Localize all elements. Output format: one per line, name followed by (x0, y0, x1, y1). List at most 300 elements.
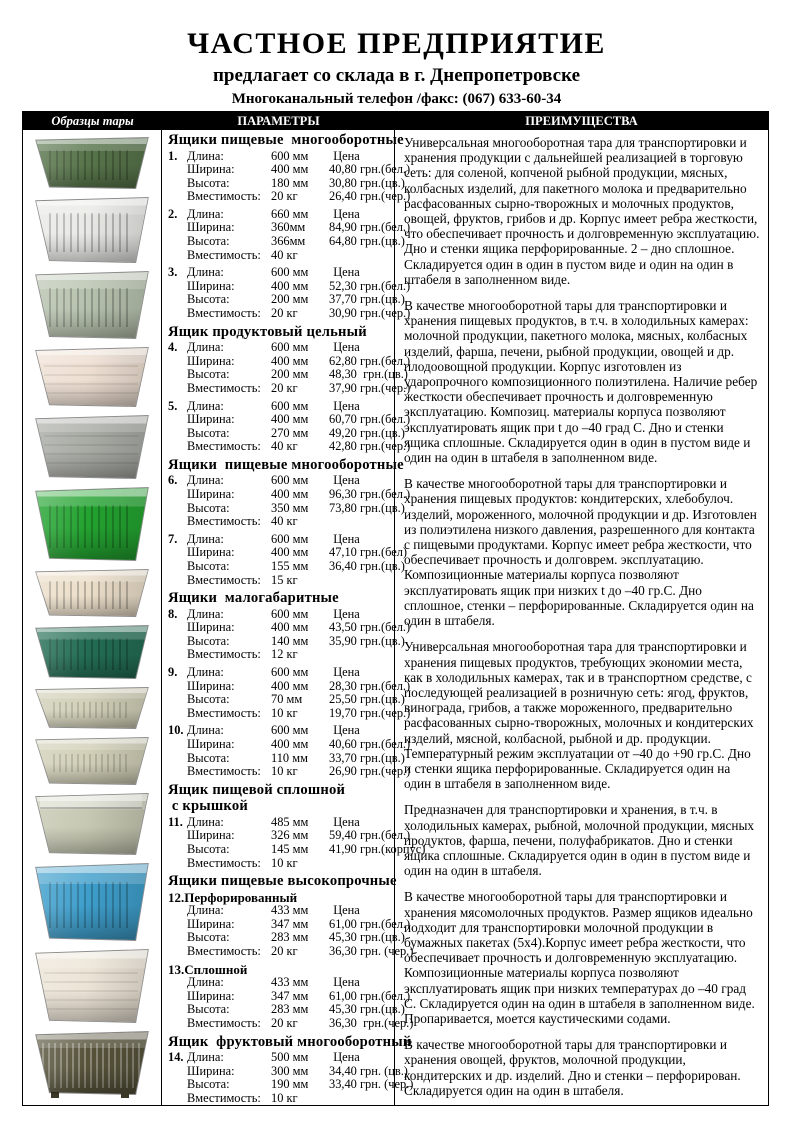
spec-price: 26,90 грн.(чер.) (329, 764, 411, 779)
item-number: 4. (168, 340, 178, 355)
item-number (168, 752, 187, 766)
spec-label: Ширина: (187, 620, 235, 635)
spec-value: 600 мм (271, 606, 309, 621)
spec-row (168, 486, 411, 502)
company-title: ЧАСТНОЕ ПРЕДПРИЯТИЕ (187, 27, 606, 60)
spec-row (168, 692, 405, 707)
item-number (168, 765, 187, 779)
spec-row (168, 904, 390, 918)
spec-row (168, 944, 414, 959)
spec-price: 61,00 грн.(бел.) (329, 988, 411, 1003)
spec-label: Длина: (187, 340, 224, 355)
spec-row (168, 162, 411, 177)
product-item (168, 265, 411, 321)
spec-value: 600 мм (271, 473, 309, 488)
spec-price: Цена (333, 340, 360, 355)
spec-value: 20 кг (271, 1015, 298, 1030)
spec-row (168, 648, 390, 662)
spec-label: Вместимость: (187, 572, 261, 587)
spec-value: 10 кг (271, 705, 298, 720)
crate-green-perforated-low-image (35, 138, 149, 188)
spec-row (168, 249, 390, 263)
spec-row (168, 724, 390, 738)
spec-row (168, 633, 405, 649)
spec-price: 42,80 грн.(чер.) (329, 439, 411, 454)
spec-price: 59,40 грн.(бел.) (329, 828, 411, 843)
spec-value: 40 кг (271, 247, 298, 262)
page-header (0, 0, 793, 108)
spec-price: 62,80 грн.(бел.) (329, 353, 411, 368)
spec-label: Вместимость: (187, 514, 261, 529)
product-item (168, 148, 411, 204)
spec-value: 15 кг (271, 572, 298, 587)
item-number (168, 221, 187, 235)
item-number (168, 621, 187, 635)
spec-value: 600 мм (271, 665, 309, 679)
spec-price: 52,30 грн.(бел.) (329, 278, 411, 293)
crate-cream-solid-tall-image (35, 950, 149, 1022)
section-heading: с крышкой (168, 798, 248, 815)
spec-label: Ширина: (187, 988, 235, 1003)
item-number: 10. (168, 723, 184, 738)
section-heading: Ящик пищевой сплошной (168, 781, 346, 798)
advantage-paragraph: В качестве многооборотной тары для транспортировки и хранения пищевых продуктов, в т.ч. в холодильных камерах: молочной продукции, пакетного молока, мясных, колбасных изделий, фарша, печени, рыбной продукции, овощей и др. плодоовощной продукции. Корпус изготовлен из ударопрочного композиционного полиэтилена. Наличие ребер жесткости обеспечивает прочность и долговременную эксплуатацию. Композиц. материалы корпуса позволяют эксплуатировать ящик при t до –40 град С. Дно и стенки ящика сплошные. Складируется один в один в пустом виде и один на один в штабеля в заполненном виде. (404, 298, 758, 466)
spec-row (168, 292, 405, 307)
spec-price: 19,70 грн.(чер.) (329, 705, 411, 720)
spec-label: Длина: (187, 814, 224, 829)
spec-value: 400 мм (271, 353, 309, 368)
spec-label: Длина: (187, 665, 224, 679)
spec-value: 400 мм (271, 620, 309, 635)
spec-label: Высота: (187, 292, 230, 307)
spec-value: 155 мм (271, 558, 309, 573)
spec-row (168, 400, 390, 414)
column-header-advantages: ПРЕИМУЩЕСТВА (525, 113, 638, 128)
spec-value: 145 мм (271, 841, 309, 856)
item-number (168, 235, 187, 249)
section-heading: Ящики пищевые многооборотные (168, 132, 404, 148)
spec-row (168, 930, 405, 945)
advantage-paragraph: Универсальная многооборотная тара для транспортировки и хранения продукции с дальнейшей реализацией в торговую сеть: для соленой, копченой рыбной продукции, мясных, колбасных изделий, для пакетного молока и предварительно расфасованных сырно-творожных и молочных продуктов, овощей, фруктов, грибов и др. Корпус имеет ребра жесткости, что обеспечивает прочность и долговременную эксплуатацию. Дно и стенки ящика перфорированные. 2 – дно сплошное. Складируется один в один в пустом виде и один на один в штабеля в заполненном виде. (404, 135, 760, 287)
item-number (168, 413, 187, 427)
item-number (168, 502, 187, 516)
spec-label: Вместимость: (187, 764, 261, 779)
product-item (168, 473, 411, 529)
spec-row (168, 678, 411, 694)
spec-row (168, 412, 411, 427)
spec-row (168, 750, 405, 766)
spec-label: Вместимость: (187, 247, 261, 262)
product-item (168, 814, 426, 870)
spec-price (329, 857, 390, 871)
company-subtitle: предлагает со склада в г. Днепропетровске (212, 65, 581, 86)
spec-value: 10 кг (271, 1090, 298, 1105)
crate-cream-solid-image (35, 348, 149, 406)
spec-price: Цена (333, 265, 360, 280)
spec-label: Длина: (187, 531, 224, 546)
item-number (168, 1017, 187, 1031)
spec-price: Цена (333, 531, 360, 546)
spec-price: 45,30 грн.(цв.) (329, 1002, 405, 1017)
spec-row (168, 857, 390, 871)
spec-price: 34,40 грн. (цв.) (329, 1063, 408, 1078)
item-number (168, 945, 187, 959)
spec-label: Ширина: (187, 486, 235, 501)
spec-price: 26,40 грн.(чер.) (329, 189, 411, 204)
spec-value: 200 мм (271, 367, 309, 382)
item-number: 6. (168, 473, 178, 488)
spec-row (168, 500, 405, 516)
column-header-parameters: ПАРАМЕТРЫ (237, 113, 320, 128)
spec-label: Ширина: (187, 1063, 235, 1078)
spec-price: 40,60 грн.(бел.) (329, 736, 411, 751)
spec-row (168, 341, 390, 355)
spec-price: Цена (333, 606, 360, 621)
spec-row (168, 828, 411, 843)
spec-price: Цена (333, 975, 360, 990)
spec-label: Вместимость: (187, 705, 261, 720)
spec-value: 433 мм (271, 903, 309, 918)
spec-label: Длина: (187, 723, 224, 738)
spec-label: Длина: (187, 606, 224, 621)
spec-row (168, 976, 390, 990)
spec-price: 61,00 грн.(бел.) (329, 916, 411, 931)
item-number (168, 680, 187, 694)
section-heading: Ящики пищевые многооборотные (168, 456, 404, 473)
item-subtitle-text: Перфорированный (184, 889, 298, 905)
item-number (168, 648, 187, 662)
spec-label: Высота: (187, 930, 230, 945)
spec-price: 41,90 грн.(корпус) (329, 841, 426, 856)
spec-price (329, 1092, 390, 1105)
section-heading: Ящики пищевые высокопрочные (168, 873, 397, 890)
spec-price: 35,90 грн.(цв.) (329, 633, 405, 648)
spec-price: 37,90 грн.(чер.) (329, 380, 411, 395)
item-number (168, 280, 187, 294)
spec-row (168, 574, 390, 588)
spec-value: 40 кг (271, 439, 298, 454)
spec-label: Высота: (187, 500, 230, 515)
item-number (168, 857, 187, 871)
spec-label: Ширина: (187, 736, 235, 751)
spec-price: 49,20 грн.(цв.) (329, 425, 405, 440)
spec-label: Высота: (187, 692, 230, 707)
item-number (168, 990, 187, 1004)
spec-value: 20 кг (271, 306, 298, 321)
item-number (168, 1065, 187, 1079)
spec-value: 70 мм (271, 692, 303, 707)
item-number (168, 1078, 187, 1092)
parameters-section (168, 323, 411, 454)
spec-value: 400 мм (271, 486, 309, 501)
spec-row (168, 380, 411, 396)
spec-row (168, 278, 411, 294)
spec-label: Вместимость: (187, 647, 261, 662)
spec-label: Длина: (187, 265, 224, 280)
spec-price: Цена (333, 398, 360, 413)
spec-value: 600 мм (271, 265, 309, 280)
spec-value: 400 мм (271, 278, 309, 293)
spec-value: 500 мм (271, 1050, 309, 1065)
spec-label: Вместимость: (187, 306, 261, 321)
product-item (168, 531, 408, 587)
spec-price: Цена (333, 1050, 360, 1065)
parameters-section (168, 132, 411, 321)
spec-row (168, 266, 390, 280)
spec-label: Длина: (187, 398, 224, 413)
item-number (168, 560, 187, 574)
spec-value: 20 кг (271, 380, 298, 395)
product-item (168, 606, 411, 662)
spec-label: Длина: (187, 1050, 224, 1065)
spec-price: Цена (333, 473, 360, 488)
advantages-column (395, 130, 768, 1105)
item-number (168, 427, 187, 441)
spec-price: 43,50 грн.(бел.) (329, 620, 411, 635)
spec-value: 600 мм (271, 148, 309, 163)
spec-price: 30,90 грн.(чер.) (329, 306, 411, 321)
item-number (168, 574, 187, 588)
spec-label: Вместимость: (187, 1015, 261, 1030)
product-item (168, 889, 414, 959)
spec-label: Длина: (187, 148, 224, 163)
spec-value: 400 мм (271, 162, 309, 177)
parameters-section (168, 590, 411, 779)
spec-row (168, 1063, 408, 1079)
section-heading: Ящики малогабаритные (168, 590, 339, 607)
item-subtitle (168, 963, 390, 977)
spec-label: Высота: (187, 750, 230, 765)
crate-teal-perforated-low-image (35, 626, 149, 678)
spec-label: Высота: (187, 1002, 230, 1017)
parameters-section (168, 456, 411, 587)
item-number (168, 440, 187, 454)
spec-row (168, 816, 390, 830)
spec-row (168, 189, 411, 204)
advantage-paragraph: Предназначен для транспортировки и хранения, в т.ч. в холодильных камерах, рыбной, молочной продукции, мясных продуктов, фарша, печени, полуфабрикатов. Дно и стенки ящика сплошные. Складируется один в один в пустом виде и один на один в штабеля. (404, 802, 755, 879)
spec-price: Цена (333, 148, 360, 163)
spec-row (168, 1092, 390, 1105)
spec-value: 433 мм (271, 975, 309, 990)
spec-price: 64,80 грн.(цв.) (329, 234, 405, 249)
item-number (168, 843, 187, 857)
item-number (168, 355, 187, 369)
spec-value: 190 мм (271, 1077, 309, 1092)
spec-row (168, 608, 390, 622)
parameters-section (168, 1033, 414, 1105)
spec-price (329, 515, 390, 529)
item-number (168, 546, 187, 560)
spec-value: 270 мм (271, 425, 309, 440)
spec-row (168, 533, 390, 547)
spec-price: 40,80 грн.(бел.) (329, 162, 411, 177)
advantage-paragraph: В качестве многооборотной тары для транспортировки и хранения овощей, фруктов, молочной продукции, кондитерских и др. изделий. Дно и стенки – перфорирован. Складируется один на один в штабеля. (404, 1037, 741, 1098)
spec-label: Ширина: (187, 353, 235, 368)
item-number (168, 163, 187, 177)
item-subtitle-text: Сплошной (184, 961, 248, 977)
product-item (168, 665, 411, 720)
item-number (168, 904, 187, 918)
crate-fruit-dark-olive-image (35, 1032, 149, 1094)
spec-value: 110 мм (271, 750, 308, 765)
spec-price: 37,70 грн.(цв.) (329, 292, 405, 307)
item-number: 8. (168, 606, 178, 621)
spec-value: 140 мм (271, 633, 309, 648)
spec-price: 73,80 грн.(цв.) (329, 500, 405, 515)
spec-price: 60,70 грн.(бел.) (329, 412, 411, 427)
spec-row (168, 1015, 414, 1031)
spec-value: 10 кг (271, 855, 298, 870)
spec-label: Длина: (187, 206, 224, 221)
spec-price: 25,50 грн.(цв.) (329, 692, 405, 707)
spec-value: 485 мм (271, 814, 309, 829)
section-heading: Ящик продуктовый цельный (168, 323, 367, 340)
crate-blue-perforated-image (35, 864, 149, 940)
spec-value: 600 мм (271, 723, 309, 738)
item-number: 14. (168, 1050, 184, 1065)
spec-value: 350 мм (271, 500, 309, 515)
spec-row (168, 367, 408, 382)
item-number (168, 707, 187, 721)
spec-label: Ширина: (187, 162, 235, 177)
spec-value: 400 мм (271, 412, 309, 427)
item-number (168, 190, 187, 204)
spec-value: 40 кг (271, 514, 298, 529)
spec-label: Вместимость: (187, 1090, 261, 1105)
spec-row (168, 439, 411, 454)
spec-row (168, 705, 411, 721)
phone-line: Многоканальный телефон /факс: (067) 633-60-34 (231, 91, 562, 107)
crate-gray-solid-image (35, 416, 149, 478)
product-item (168, 340, 411, 395)
parameters-section (168, 781, 426, 870)
spec-row (168, 558, 405, 574)
item-number (168, 515, 187, 529)
spec-row (168, 988, 411, 1004)
spec-label: Длина: (187, 473, 224, 488)
tray-olive-flat-2-image (35, 738, 149, 784)
product-item (168, 1050, 414, 1105)
crate-white-perforated-image (35, 198, 149, 262)
spec-label: Высота: (187, 633, 230, 648)
spec-row (168, 208, 390, 222)
spec-label: Ширина: (187, 916, 235, 931)
spec-price: 47,10 грн.(бел) (329, 545, 408, 560)
spec-price: 45,30 грн.(цв.) (329, 930, 405, 945)
spec-price: Цена (333, 814, 360, 829)
product-item (168, 723, 411, 779)
spec-row (168, 425, 405, 441)
spec-row (168, 1077, 414, 1092)
crate-beige-perforated-low-image (35, 570, 149, 616)
item-number (168, 249, 187, 263)
spec-row (168, 1051, 390, 1065)
item-number (168, 931, 187, 945)
advantage-paragraph: В качестве многооборотной тары для транспортировки и хранения мясомолочных продуктов. Размер ящиков идеально подходит для транспортировки молочной продукции в бумажных пакетах (5х4).Корпус имеет ребра жесткости, что обеспечивает прочность и долговременную эксплуатацию. Композиционные материалы корпуса позволяют эксплуатировать ящик при низких температурах до –40 град С. Складируется один на один в штабеля в заполненном виде. Пропаривается, моется каустическими содами. (404, 889, 755, 1026)
product-item (168, 961, 414, 1031)
spec-price: Цена (333, 665, 360, 679)
spec-price: Цена (333, 903, 360, 918)
spec-value: 660 мм (271, 206, 309, 221)
spec-row (168, 736, 411, 752)
spec-value: 400 мм (271, 736, 309, 751)
spec-label: Вместимость: (187, 380, 261, 395)
item-number: 7. (168, 531, 178, 546)
item-number (168, 635, 187, 649)
spec-row (168, 1002, 405, 1017)
spec-value: 200 мм (271, 292, 309, 307)
spec-value: 326 мм (271, 828, 309, 843)
advantage-paragraph: В качестве многооборотной тары для транспортировки и хранения пищевых продуктов: кондитерских, хлебобулоч. изделий, мороженного, молочной продукции и др. Изготовлен из полиэтилена низкого давления, разрешенного для контакта с пищевыми продуктами. Корпус имеет ребра жесткости, что обеспечивает прочность и долговрем. эксплуатацию. Композиционные материалы корпуса позволяют эксплуатировать ящик при низких t до –40 гр.С. Дно сплошное, стенки – перфорированные. Складируется один на один в штабеля. (404, 476, 757, 629)
table-header-bar (23, 112, 768, 130)
spec-label: Ширина: (187, 545, 235, 560)
item-number (168, 382, 187, 396)
item-number: 9. (168, 665, 178, 679)
section-heading: Ящик фруктовый многооборотный (168, 1033, 412, 1050)
spec-row (168, 150, 390, 164)
spec-value: 300 мм (271, 1063, 309, 1078)
spec-row (168, 916, 411, 932)
item-number: 12. (168, 889, 185, 905)
samples-column (23, 130, 162, 1105)
spec-price: Цена (333, 723, 360, 738)
item-number (168, 829, 187, 843)
parameters-section (168, 873, 414, 1030)
spec-row (168, 545, 408, 560)
product-item (168, 398, 411, 454)
spec-row (168, 666, 390, 680)
spec-label: Высота: (187, 425, 230, 440)
spec-label: Высота: (187, 841, 230, 856)
parameters-column (162, 130, 426, 1105)
spec-row (168, 306, 411, 321)
item-number (168, 293, 187, 307)
spec-price: 36,30 грн. (чер.) (329, 944, 414, 958)
spec-row (168, 841, 426, 857)
spec-value: 347 мм (271, 916, 309, 931)
item-number (168, 738, 187, 752)
item-number (168, 693, 187, 707)
item-number (168, 1092, 187, 1105)
spec-label: Вместимость: (187, 189, 261, 204)
spec-price: Цена (333, 206, 360, 221)
item-number: 5. (168, 398, 178, 413)
tray-olive-flat-image (35, 688, 149, 728)
table-body (23, 130, 768, 1105)
spec-label: Высота: (187, 558, 230, 573)
spec-row (168, 175, 405, 191)
spec-label: Высота: (187, 234, 230, 249)
spec-label: Ширина: (187, 678, 235, 693)
spec-price: 30,80 грн.(цв.) (329, 175, 405, 190)
spec-label: Ширина: (187, 412, 235, 427)
spec-price: 33,40 грн. (чер.) (329, 1077, 414, 1092)
item-number (168, 307, 187, 321)
spec-price (329, 574, 390, 588)
spec-value: 360мм (271, 220, 306, 235)
item-number (168, 1003, 187, 1017)
advantage-paragraph: Универсальная многооборотная тара для транспортировки и хранения пищевых продуктов, требующих экономии места, как в холодильных камерах, так и в транспортном средстве, с последующей реализацией в розничную сеть: ягод, фруктов, винограда, грибов, а также мороженного, предварительно расфасованных сырно-творожных, молочных и кондитерских изделий, мясной, колбасной, рыбной и др. продукции. Температурный режим эксплуатации от –40 до +90 гр.С. Дно и стенки ящика перфорированные. Складируется один на один в штабеля в заполненном виде. (404, 639, 754, 792)
spec-label: Ширина: (187, 828, 235, 843)
item-number (168, 177, 187, 191)
spec-label: Ширина: (187, 278, 235, 293)
item-subtitle (168, 891, 390, 905)
spec-row (168, 764, 411, 779)
crate-sage-perforated-image (35, 272, 149, 338)
box-olive-with-lid-image (35, 794, 149, 854)
spec-value: 20 кг (271, 944, 298, 958)
catalog-table (22, 111, 769, 1106)
